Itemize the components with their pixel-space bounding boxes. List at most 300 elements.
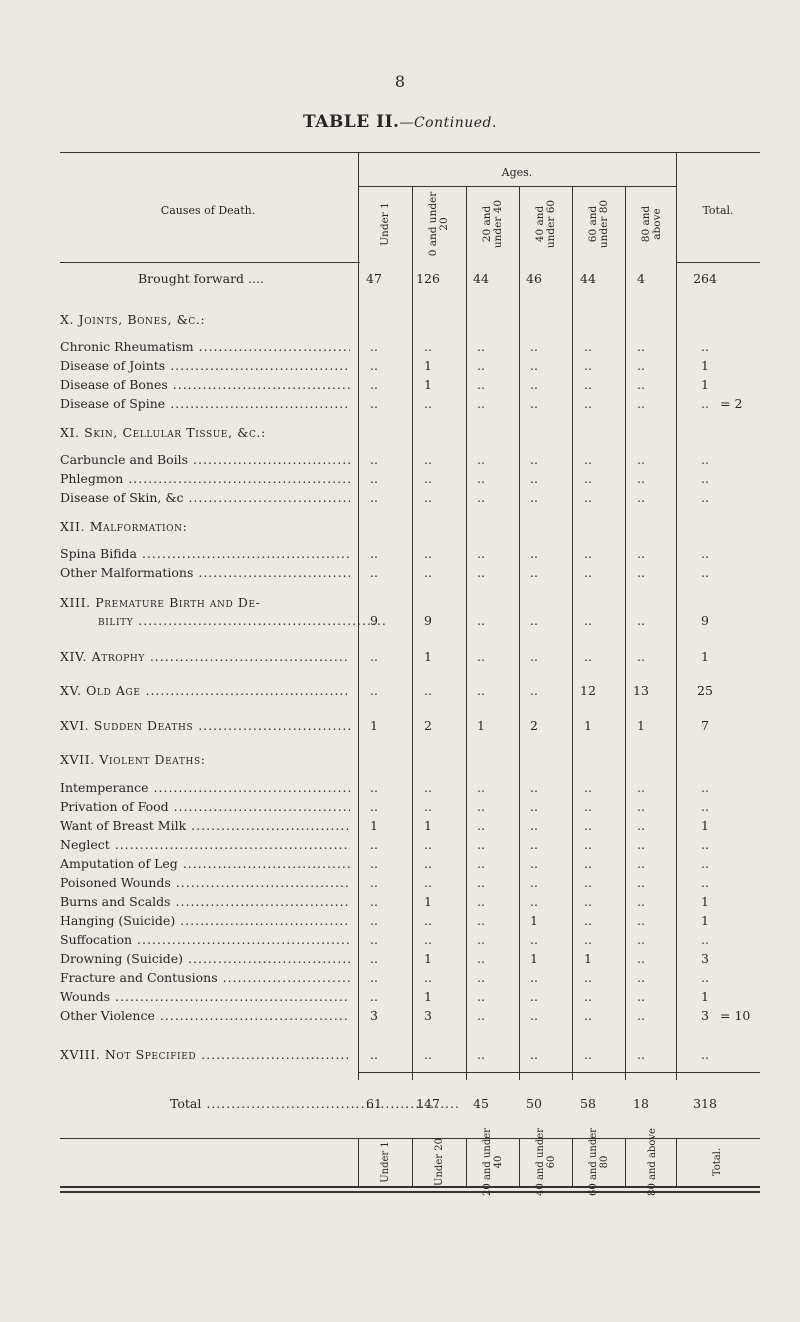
row-value: ..: [637, 490, 645, 505]
row-value: ..: [584, 932, 592, 947]
row-total: ..: [701, 856, 709, 871]
row-value: ..: [370, 339, 378, 354]
row-value: ..: [584, 780, 592, 795]
rule-header-bottom-right: [676, 262, 760, 263]
table-row: [60, 271, 760, 291]
row-value: ..: [530, 649, 538, 664]
row-value: ..: [370, 989, 378, 1004]
rule-ages: [358, 186, 676, 187]
footer-col-header-2: 20 and under 40: [482, 1128, 504, 1196]
row-label: XV. Old Age .....: [60, 683, 350, 698]
row-value: ..: [584, 490, 592, 505]
row-value: ..: [530, 546, 538, 561]
row-value: ..: [584, 1008, 592, 1023]
row-value: ..: [637, 649, 645, 664]
footer-col-header-1: Under 20: [433, 1138, 445, 1186]
footer-col-header-0: Under 1: [379, 1141, 391, 1183]
col-header-4: 60 and under 80: [587, 199, 610, 249]
row-total: ..: [701, 932, 709, 947]
footer-col-header-5: 80 and above: [646, 1128, 658, 1196]
table-row: [60, 752, 760, 772]
row-value: ..: [530, 837, 538, 852]
row-value: 1: [424, 818, 432, 833]
row-total: 1: [701, 818, 709, 833]
table-row: [60, 471, 760, 491]
row-value: ..: [584, 818, 592, 833]
row-total: ..: [701, 471, 709, 486]
row-value: ..: [530, 613, 538, 628]
table-title-label: TABLE II.: [303, 112, 400, 132]
rule-bottom-1: [60, 1186, 760, 1188]
row-total: 25: [697, 683, 713, 698]
row-value: 1: [424, 989, 432, 1004]
row-value: 1: [424, 649, 432, 664]
row-value: ..: [637, 780, 645, 795]
row-label: Phlegmon .....: [60, 471, 350, 486]
row-value: ..: [477, 913, 485, 928]
row-total: 1: [701, 649, 709, 664]
table-row: [60, 1008, 760, 1028]
row-value: ..: [530, 970, 538, 985]
row-value: ..: [584, 894, 592, 909]
rule-top: [60, 152, 760, 153]
fvrule-0: [358, 1138, 359, 1186]
row-value: ..: [637, 932, 645, 947]
row-value: ..: [370, 780, 378, 795]
row-total: 3: [701, 1008, 709, 1023]
table-row: [60, 396, 760, 416]
row-value: ..: [584, 565, 592, 580]
row-value: ..: [637, 452, 645, 467]
table-row: [60, 799, 760, 819]
row-value: 44: [580, 271, 596, 286]
row-label: Chronic Rheumatism .....: [60, 339, 350, 354]
rule-total-top: [358, 1072, 676, 1073]
row-label: Brought forward ....: [138, 271, 264, 286]
row-label: Disease of Spine .....: [60, 396, 350, 411]
fvrule-3: [519, 1138, 520, 1186]
row-value: ..: [424, 396, 432, 411]
row-value: 1: [370, 718, 378, 733]
row-value: ..: [370, 799, 378, 814]
row-value: ..: [370, 377, 378, 392]
row-total: ..: [701, 799, 709, 814]
row-value: ..: [370, 837, 378, 852]
row-value: ..: [584, 546, 592, 561]
footer-col-header-total: Total.: [711, 1147, 723, 1177]
table-row: [60, 649, 760, 669]
row-total: ..: [701, 970, 709, 985]
table-row: [60, 377, 760, 397]
row-value: 9: [424, 613, 432, 628]
row-value: ..: [477, 1047, 485, 1062]
row-value: ..: [530, 932, 538, 947]
row-value: ..: [370, 452, 378, 467]
table-title-continued: —Continued.: [399, 115, 497, 131]
row-value: ..: [370, 913, 378, 928]
row-value: ..: [424, 970, 432, 985]
row-label: bility .....: [98, 613, 388, 628]
row-value: 1: [530, 951, 538, 966]
table-row: [60, 595, 760, 615]
row-value: ..: [477, 358, 485, 373]
row-total: 318: [693, 1096, 717, 1111]
row-total: 264: [693, 271, 717, 286]
header-ages: Ages.: [501, 166, 533, 179]
row-total: 1: [701, 377, 709, 392]
row-value: ..: [530, 818, 538, 833]
table-row: [60, 856, 760, 876]
row-value: 44: [473, 271, 489, 286]
row-label: Burns and Scalds .....: [60, 894, 350, 909]
row-value: ..: [424, 565, 432, 580]
row-value: 13: [633, 683, 649, 698]
row-label: Drowning (Suicide) .....: [60, 951, 350, 966]
row-value: 61: [366, 1096, 382, 1111]
row-value: ..: [584, 799, 592, 814]
row-value: ..: [584, 970, 592, 985]
row-value: ..: [530, 799, 538, 814]
fvrule-5: [625, 1138, 626, 1186]
row-value: ..: [477, 490, 485, 505]
row-value: ..: [424, 452, 432, 467]
table-row: [60, 546, 760, 566]
row-total: ..: [701, 452, 709, 467]
row-value: ..: [584, 471, 592, 486]
row-value: ..: [637, 1047, 645, 1062]
row-value: ..: [584, 1047, 592, 1062]
rule-total-top-right: [676, 1072, 760, 1073]
row-value: ..: [530, 989, 538, 1004]
header-total: Total.: [702, 204, 734, 217]
table-row: [60, 519, 760, 539]
row-value: ..: [584, 396, 592, 411]
row-value: ..: [370, 932, 378, 947]
row-value: 1: [424, 358, 432, 373]
row-value: ..: [584, 358, 592, 373]
row-label: Disease of Joints .....: [60, 358, 350, 373]
row-label: Neglect .....: [60, 837, 350, 852]
row-value: ..: [477, 970, 485, 985]
row-value: 147: [416, 1096, 440, 1111]
table-row: [60, 339, 760, 359]
row-value: 45: [473, 1096, 489, 1111]
row-value: ..: [530, 683, 538, 698]
row-value: ..: [637, 856, 645, 871]
row-value: ..: [477, 780, 485, 795]
row-value: ..: [530, 471, 538, 486]
row-total: 1: [701, 894, 709, 909]
row-value: ..: [370, 683, 378, 698]
row-value: 2: [424, 718, 432, 733]
row-value: ..: [584, 649, 592, 664]
row-value: ..: [477, 894, 485, 909]
table-row: [60, 565, 760, 585]
row-value: ..: [477, 452, 485, 467]
row-value: ..: [530, 1008, 538, 1023]
row-value: ..: [584, 913, 592, 928]
col-header-2: 20 and under 40: [481, 199, 504, 249]
row-value: 2: [530, 718, 538, 733]
row-value: ..: [370, 490, 378, 505]
row-value: 18: [633, 1096, 649, 1111]
row-value: ..: [637, 799, 645, 814]
row-value: ..: [477, 649, 485, 664]
table-row: [60, 718, 760, 738]
row-value: ..: [584, 339, 592, 354]
row-label: Amputation of Leg .....: [60, 856, 350, 871]
table-row: [60, 425, 760, 445]
row-total: 7: [701, 718, 709, 733]
fvrule-4: [572, 1138, 573, 1186]
row-value: ..: [424, 856, 432, 871]
row-value: ..: [637, 546, 645, 561]
row-total: ..: [701, 396, 709, 411]
col-header-3: 40 and under 60: [534, 199, 557, 249]
row-value: 1: [584, 951, 592, 966]
row-value: ..: [424, 875, 432, 890]
row-value: ..: [530, 490, 538, 505]
row-total: ..: [701, 339, 709, 354]
table-row: [60, 837, 760, 857]
row-value: ..: [370, 471, 378, 486]
row-total: 1: [701, 358, 709, 373]
row-label: Other Malformations .....: [60, 565, 350, 580]
row-value: ..: [584, 989, 592, 1004]
row-total: ..: [701, 875, 709, 890]
row-value: ..: [424, 799, 432, 814]
row-value: ..: [584, 837, 592, 852]
row-value: ..: [637, 396, 645, 411]
row-value: ..: [584, 856, 592, 871]
row-value: ..: [370, 875, 378, 890]
fvrule-1: [412, 1138, 413, 1186]
col-header-1: 0 and under 20: [427, 191, 450, 257]
row-value: ..: [477, 875, 485, 890]
row-value: ..: [637, 913, 645, 928]
row-value: ..: [530, 780, 538, 795]
table-row: [60, 894, 760, 914]
row-value: ..: [530, 452, 538, 467]
row-value: ..: [637, 1008, 645, 1023]
row-label: XI. Skin, Cellular Tissue, &c.:: [60, 425, 266, 440]
row-value: 3: [370, 1008, 378, 1023]
row-value: ..: [477, 613, 485, 628]
row-value: ..: [584, 875, 592, 890]
row-value: ..: [477, 377, 485, 392]
row-value: ..: [370, 396, 378, 411]
row-label: Intemperance .....: [60, 780, 350, 795]
row-value: ..: [530, 894, 538, 909]
row-value: ..: [477, 989, 485, 1004]
row-value: ..: [530, 856, 538, 871]
rule-bottom-2: [60, 1191, 760, 1193]
row-value: ..: [637, 894, 645, 909]
row-value: ..: [637, 951, 645, 966]
row-value: 1: [530, 913, 538, 928]
row-value: 58: [580, 1096, 596, 1111]
row-value: 1: [424, 951, 432, 966]
row-value: ..: [477, 1008, 485, 1023]
row-label: XVIII. Not Specified .....: [60, 1047, 350, 1062]
row-value: 1: [584, 718, 592, 733]
row-value: 4: [637, 271, 645, 286]
row-label: Total .....: [170, 1096, 460, 1111]
table-row: [60, 913, 760, 933]
row-label: Wounds .....: [60, 989, 350, 1004]
row-value: ..: [477, 932, 485, 947]
col-header-0: Under 1: [378, 202, 391, 246]
row-value: 12: [580, 683, 596, 698]
row-total: ..: [701, 837, 709, 852]
row-value: ..: [530, 875, 538, 890]
row-label: Disease of Bones .....: [60, 377, 350, 392]
row-value: ..: [370, 856, 378, 871]
row-value: ..: [637, 970, 645, 985]
row-label: Spina Bifida .....: [60, 546, 350, 561]
row-label: Poisoned Wounds .....: [60, 875, 350, 890]
table-row: [60, 1047, 760, 1067]
row-total: 9: [701, 613, 709, 628]
row-value: ..: [477, 471, 485, 486]
table-row: [60, 490, 760, 510]
row-value: ..: [477, 856, 485, 871]
table-row: [60, 875, 760, 895]
row-value: ..: [530, 377, 538, 392]
row-total: ..: [701, 1047, 709, 1062]
row-value: 1: [637, 718, 645, 733]
table-row: [60, 818, 760, 838]
row-value: ..: [370, 546, 378, 561]
row-value: ..: [637, 613, 645, 628]
row-total: ..: [701, 546, 709, 561]
row-label: Other Violence .....: [60, 1008, 350, 1023]
row-value: ..: [584, 377, 592, 392]
row-value: ..: [424, 683, 432, 698]
row-value: ..: [637, 358, 645, 373]
row-value: 1: [370, 818, 378, 833]
row-value: ..: [637, 818, 645, 833]
row-value: ..: [637, 989, 645, 1004]
row-value: ..: [370, 565, 378, 580]
row-total: 1: [701, 913, 709, 928]
row-label: Suffocation .....: [60, 932, 350, 947]
row-value: ..: [477, 683, 485, 698]
row-value: ..: [370, 970, 378, 985]
row-label: Carbuncle and Boils .....: [60, 452, 350, 467]
row-label: Hanging (Suicide) .....: [60, 913, 350, 928]
table-row: [60, 951, 760, 971]
row-value: ..: [637, 875, 645, 890]
row-value: ..: [424, 471, 432, 486]
row-label: Privation of Food .....: [60, 799, 350, 814]
row-label: XVII. Violent Deaths:: [60, 752, 206, 767]
row-value: ..: [530, 396, 538, 411]
row-value: ..: [424, 490, 432, 505]
row-value: 126: [416, 271, 440, 286]
row-value: ..: [637, 471, 645, 486]
row-value: ..: [530, 1047, 538, 1062]
page-number: 8: [394, 72, 406, 91]
row-value: 9: [370, 613, 378, 628]
row-value: ..: [424, 837, 432, 852]
row-value: ..: [584, 452, 592, 467]
rule-header-bottom-left: [60, 262, 360, 263]
row-value: ..: [477, 951, 485, 966]
row-value: ..: [477, 799, 485, 814]
row-value: ..: [424, 780, 432, 795]
row-total: ..: [701, 780, 709, 795]
row-value: ..: [637, 837, 645, 852]
table-row: [60, 358, 760, 378]
row-value: ..: [424, 913, 432, 928]
row-label: Fracture and Contusions .....: [60, 970, 350, 985]
row-subtotal: = 2: [720, 396, 743, 411]
row-value: ..: [477, 546, 485, 561]
table-row: [60, 613, 760, 633]
row-value: ..: [584, 613, 592, 628]
table-row: [60, 970, 760, 990]
fvrule-2: [466, 1138, 467, 1186]
row-label: XIV. Atrophy .....: [60, 649, 350, 664]
footer-col-header-3: 40 and under 60: [535, 1128, 557, 1196]
row-value: ..: [424, 1047, 432, 1062]
row-value: 3: [424, 1008, 432, 1023]
row-total: 3: [701, 951, 709, 966]
row-subtotal: = 10: [720, 1008, 751, 1023]
row-label: X. Joints, Bones, &c.:: [60, 312, 206, 327]
row-value: ..: [424, 932, 432, 947]
row-value: ..: [370, 358, 378, 373]
table-row: [60, 932, 760, 952]
row-label: XII. Malformation:: [60, 519, 188, 534]
col-header-5: 80 and above: [640, 205, 663, 243]
row-value: 1: [477, 718, 485, 733]
row-total: ..: [701, 565, 709, 580]
row-value: 46: [526, 271, 542, 286]
row-value: 47: [366, 271, 382, 286]
table-row: [60, 780, 760, 800]
row-value: 1: [424, 377, 432, 392]
row-value: ..: [637, 565, 645, 580]
row-value: 50: [526, 1096, 542, 1111]
row-value: ..: [370, 649, 378, 664]
table-row: [60, 452, 760, 472]
row-value: ..: [637, 377, 645, 392]
row-value: ..: [477, 818, 485, 833]
row-label: XIII. Premature Birth and De-: [60, 595, 261, 610]
row-value: ..: [477, 565, 485, 580]
row-value: ..: [530, 358, 538, 373]
row-value: ..: [530, 565, 538, 580]
row-total: 1: [701, 989, 709, 1004]
row-value: ..: [637, 339, 645, 354]
row-value: ..: [530, 339, 538, 354]
row-value: ..: [477, 339, 485, 354]
row-value: ..: [370, 894, 378, 909]
row-value: ..: [370, 1047, 378, 1062]
table-row: [60, 312, 760, 332]
header-causes: Causes of Death.: [160, 204, 256, 217]
row-label: XVI. Sudden Deaths .....: [60, 718, 350, 733]
row-value: ..: [424, 339, 432, 354]
table-row: [60, 683, 760, 703]
row-total: ..: [701, 490, 709, 505]
row-label: Disease of Skin, &c .....: [60, 490, 350, 505]
row-value: 1: [424, 894, 432, 909]
footer-col-header-4: 60 and under 80: [588, 1128, 610, 1196]
row-label: Want of Breast Milk .....: [60, 818, 350, 833]
